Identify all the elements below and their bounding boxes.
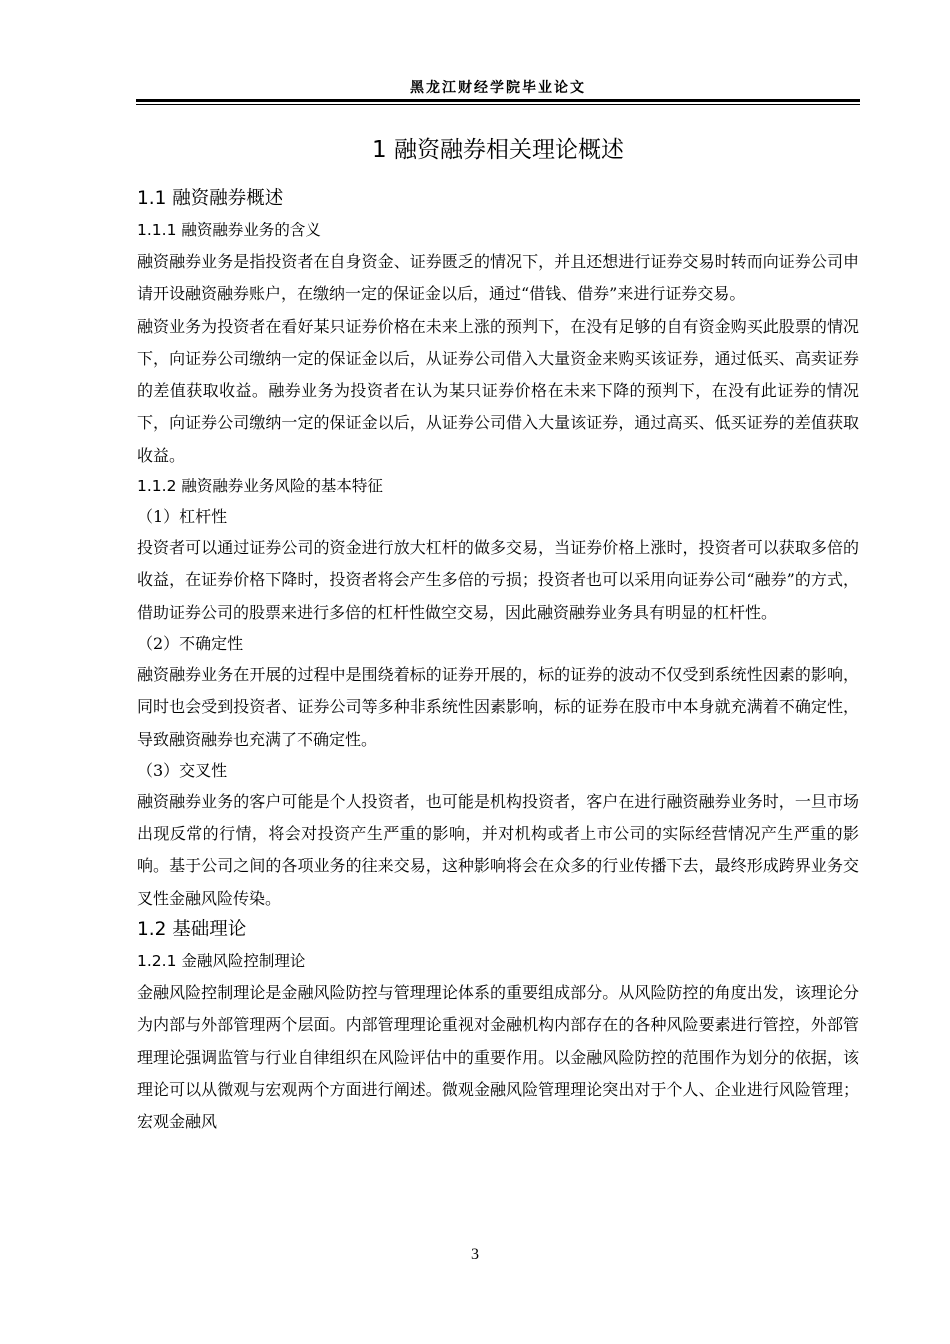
item-label-leverage: （1）杠杆性 (137, 507, 228, 527)
page-number: 3 (471, 1246, 479, 1263)
paragraph-leverage: 投资者可以通过证券公司的资金进行放大杠杆的做多交易，当证券价格上涨时，投资者可以获取多倍的收益，在证券价格下降时，投资者将会产生多倍的亏损；投资者也可以采用向证券公司“融券”的方式，借助证券公司的股票来进行多倍的杠杆性做空交易，因此融资融券业务具有明显的杠杆性。 (137, 538, 859, 622)
subsection-heading-1-2-1: 1.2.1 金融风险控制理论 (137, 952, 306, 971)
subsection-heading-1-1-1: 1.1.1 融资融券业务的含义 (137, 221, 321, 239)
paragraph-uncertainty: 融资融券业务在开展的过程中是围绕着标的证券开展的，标的证券的波动不仅受到系统性因素的影响，同时也会受到投资者、证券公司等多种非系统性因素影响，标的证券在股市中本身就充满着不确定性，导致融资融券也充满了不确定性。 (137, 664, 859, 749)
paragraph-crossover: 融资融券业务的客户可能是个人投资者，也可能是机构投资者，客户在进行融资融券业务时，一旦市场出现反常的行情，将会对投资产生严重的影响，并对机构或者上市公司的实际经营情况产生严重的影响。基于公司之间的各项业务的往来交易，这种影响将会在众多的行业传播下去，最终形成跨界业务交叉性金融风险传染。 (137, 791, 859, 908)
subsection-heading-1-1-2: 1.1.2 融资融券业务风险的基本特征 (137, 477, 383, 496)
paragraph-definition: 融资融券业务是指投资者在自身资金、证券匮乏的情况下，并且还想进行证券交易时转而向证券公司申请开设融资融券账户，在缴纳一定的保证金以后，通过“借钱、借券”来进行证券交易。 (137, 252, 859, 304)
item-label-crossover: （3）交叉性 (137, 760, 228, 780)
item-label-uncertainty: （2）不确定性 (137, 633, 244, 653)
section-heading-1-1: 1.1 融资融券概述 (137, 188, 284, 209)
chapter-title: 1 融资融券相关理论概述 (372, 137, 624, 163)
header-rule-thick (136, 99, 860, 102)
page-content (137, 132, 859, 1139)
header-rule-thin (136, 104, 860, 105)
section-heading-1-2: 1.2 基础理论 (137, 919, 247, 941)
paragraph-risk-control-theory: 金融风险控制理论是金融风险防控与管理理论体系的重要组成部分。从风险防控的角度出发，该理论分为内部与外部管理两个层面。内部管理理论重视对金融机构内部存在的各种风险要素进行管控，外部管理理论强调监管与行业自律组织在风险评估中的重要作用。以金融风险防控的范围作为划分的依据，该理论可以从微观与宏观两个方面进行阐述。微观金融风险管理理论突出对于个人、企业进行风险管理；宏观金融风 (137, 983, 859, 1132)
paragraph-financing-business: 融资业务为投资者在看好某只证券价格在未来上涨的预判下，在没有足够的自有资金购买此股票的情况下，向证券公司缴纳一定的保证金以后，从证券公司借入大量资金来购买该证券，通过低买、高卖证券的差值获取收益。融券业务为投资者在认为某只证券价格在未来下降的预判下，在没有此证券的情况下，向证券公司缴纳一定的保证金以后，从证券公司借入大量该证券，通过高买、低买证券的差值获取收益。 (137, 316, 859, 465)
running-header: 黑龙江财经学院毕业论文 (410, 80, 586, 96)
